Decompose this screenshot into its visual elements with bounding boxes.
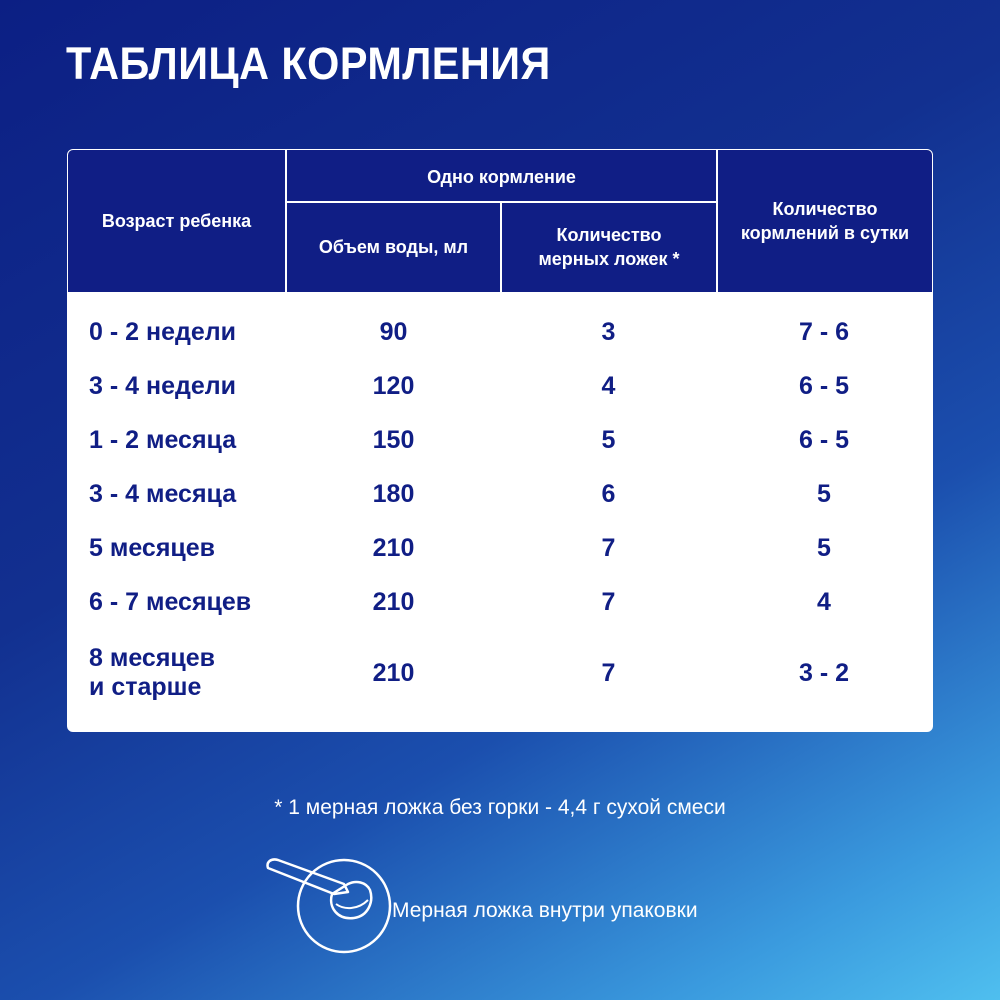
cell-spoons: 4 bbox=[601, 371, 616, 400]
measuring-spoon-icon bbox=[262, 852, 392, 962]
cell-water: 210 bbox=[372, 587, 415, 616]
cell-age: 1 - 2 месяца bbox=[89, 425, 237, 454]
cell-feeds: 5 bbox=[817, 533, 831, 562]
cell-feeds: 7 - 6 bbox=[798, 317, 850, 346]
cell-spoons: 7 bbox=[601, 587, 616, 616]
cell-spoons: 6 bbox=[601, 479, 616, 508]
spoon-note bbox=[262, 852, 698, 962]
header-divider bbox=[285, 150, 287, 292]
cell-age: 3 - 4 недели bbox=[89, 371, 236, 400]
cell-spoons: 3 bbox=[601, 317, 616, 346]
cell-spoons: 7 bbox=[601, 533, 616, 562]
cell-age: 5 месяцев bbox=[89, 533, 216, 562]
header-spoons-line1: Количество bbox=[556, 225, 662, 245]
cell-feeds: 6 - 5 bbox=[798, 425, 850, 454]
header-feeds-line1: Количество bbox=[772, 199, 878, 219]
header-age: Возраст ребенка bbox=[101, 211, 252, 231]
header-divider bbox=[716, 150, 718, 292]
cell-water: 210 bbox=[372, 533, 415, 562]
table-row bbox=[68, 310, 932, 354]
header-divider bbox=[285, 201, 718, 203]
table-row bbox=[68, 580, 932, 624]
table-row bbox=[68, 644, 932, 702]
footnote: * 1 мерная ложка без горки - 4,4 г сухой смеси bbox=[274, 796, 726, 819]
cell-feeds: 4 bbox=[817, 587, 831, 616]
spoon-note-label: Мерная ложка внутри упаковки bbox=[392, 899, 698, 922]
cell-water: 150 bbox=[372, 425, 415, 454]
table-row bbox=[68, 418, 932, 462]
header-divider bbox=[500, 202, 502, 292]
table-row bbox=[68, 472, 932, 516]
cell-age-line1: 8 месяцев bbox=[89, 644, 216, 672]
cell-age: 6 - 7 месяцев bbox=[89, 587, 252, 616]
cell-feeds: 6 - 5 bbox=[798, 371, 850, 400]
header-feeds-line2: кормлений в сутки bbox=[740, 223, 910, 243]
cell-feeds: 5 bbox=[817, 479, 831, 508]
table-row bbox=[68, 364, 932, 408]
cell-age-line2: и старше bbox=[89, 673, 202, 701]
header-feeds-per-day bbox=[718, 150, 932, 292]
page-title: ТАБЛИЦА КОРМЛЕНИЯ bbox=[66, 38, 551, 89]
header-spoons bbox=[502, 202, 716, 292]
cell-water: 210 bbox=[372, 658, 415, 687]
cell-water: 180 bbox=[372, 479, 415, 508]
header-water-volume: Объем воды, мл bbox=[318, 237, 469, 257]
cell-feeds: 3 - 2 bbox=[798, 658, 850, 687]
header-one-feeding: Одно кормление bbox=[427, 167, 576, 187]
cell-age bbox=[89, 644, 215, 702]
table-row bbox=[68, 526, 932, 570]
cell-water: 90 bbox=[379, 317, 408, 346]
cell-spoons: 7 bbox=[601, 658, 616, 687]
header-spoons-line2: мерных ложек * bbox=[538, 249, 680, 269]
cell-water: 120 bbox=[372, 371, 415, 400]
feeding-table bbox=[67, 149, 933, 732]
cell-age: 3 - 4 месяца bbox=[89, 479, 237, 508]
table-header bbox=[68, 150, 932, 292]
cell-age: 0 - 2 недели bbox=[89, 317, 236, 346]
cell-spoons: 5 bbox=[601, 425, 616, 454]
